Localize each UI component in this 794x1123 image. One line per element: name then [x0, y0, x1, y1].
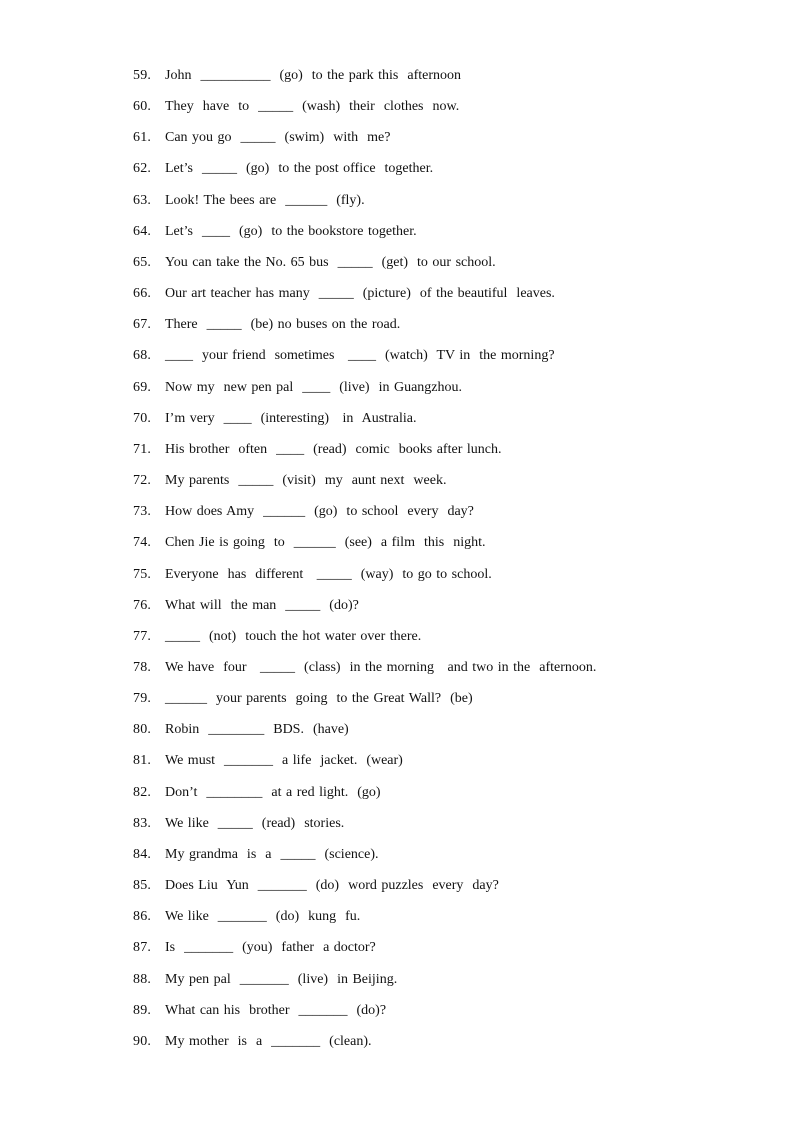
- exercise-text: Let’s _____ (go) to the post office together.: [165, 161, 434, 177]
- exercise-item: [133, 376, 596, 407]
- exercise-item: [133, 874, 596, 905]
- exercise-item: [133, 157, 596, 188]
- exercise-text: Robin ________ BDS. (have): [165, 722, 349, 738]
- exercise-number: 68.: [133, 348, 152, 364]
- exercise-text: His brother often ____ (read) comic books after lunch.: [165, 441, 502, 457]
- exercise-number: 90.: [133, 1033, 152, 1049]
- exercise-item: [133, 781, 596, 812]
- exercise-number: 71.: [133, 441, 152, 457]
- exercise-number: 86.: [133, 909, 152, 925]
- exercise-text: ____ your friend sometimes ____ (watch) TV in the morning?: [165, 348, 555, 364]
- exercise-item: [133, 594, 596, 625]
- exercise-item: [133, 95, 596, 126]
- exercise-text: Our art teacher has many _____ (picture) of the beautiful leaves.: [165, 286, 555, 302]
- exercise-text: Let’s ____ (go) to the bookstore together.: [165, 223, 417, 239]
- exercise-item: [133, 407, 596, 438]
- exercise-number: 88.: [133, 971, 152, 987]
- exercise-text: John __________ (go) to the park this afternoon: [165, 68, 462, 83]
- exercise-number: 74.: [133, 535, 152, 551]
- exercise-number: 60.: [133, 99, 152, 115]
- exercise-number: 79.: [133, 691, 152, 707]
- exercise-number: 83.: [133, 815, 152, 831]
- exercise-item: [133, 625, 596, 656]
- exercise-item: [133, 344, 596, 375]
- exercise-number: 73.: [133, 504, 152, 520]
- exercise-item: [133, 251, 596, 282]
- exercise-text: They have to _____ (wash) their clothes now.: [165, 99, 460, 115]
- exercise-item: [133, 126, 596, 157]
- exercise-item: [133, 936, 596, 967]
- exercise-text: How does Amy ______ (go) to school every day?: [165, 504, 474, 520]
- exercise-number: 65.: [133, 254, 152, 270]
- exercise-item: [133, 843, 596, 874]
- exercise-text: ______ your parents going to the Great Wall? (be): [165, 691, 473, 707]
- exercise-number: 85.: [133, 878, 152, 894]
- exercise-item: [133, 968, 596, 999]
- exercise-number: 76.: [133, 597, 152, 613]
- exercise-number: 87.: [133, 940, 152, 956]
- exercise-item: [133, 313, 596, 344]
- exercise-item: [133, 469, 596, 500]
- exercise-text: Is _______ (you) father a doctor?: [165, 940, 376, 956]
- exercise-number: 67.: [133, 317, 152, 333]
- exercise-item: [133, 563, 596, 594]
- exercise-item: [133, 749, 596, 780]
- exercise-item: [133, 718, 596, 749]
- exercise-item: [133, 220, 596, 251]
- exercise-text: What will the man _____ (do)?: [165, 597, 359, 613]
- exercise-number: 78.: [133, 659, 152, 675]
- exercise-text: We must _______ a life jacket. (wear): [165, 753, 403, 769]
- exercise-number: 84.: [133, 846, 152, 862]
- exercise-text: We like _______ (do) kung fu.: [165, 909, 361, 925]
- exercise-text: My mother is a _______ (clean).: [165, 1033, 372, 1049]
- exercise-number: 69.: [133, 379, 152, 395]
- exercise-text: We have four _____ (class) in the morning and two in the afternoon.: [165, 659, 597, 675]
- exercise-item: [133, 1030, 596, 1061]
- exercise-text: Don’t ________ at a red light. (go): [165, 784, 381, 800]
- exercise-text: Does Liu Yun _______ (do) word puzzles every day?: [165, 878, 499, 894]
- exercise-item: [133, 189, 596, 220]
- exercise-number: 70.: [133, 410, 152, 426]
- exercise-number: 77.: [133, 628, 152, 644]
- exercise-item: [133, 500, 596, 531]
- exercise-text: Everyone has different _____ (way) to go to school.: [165, 566, 492, 582]
- exercise-item: [133, 905, 596, 936]
- exercise-number: 80.: [133, 722, 152, 738]
- exercise-text: _____ (not) touch the hot water over there.: [165, 628, 422, 644]
- exercise-item: [133, 531, 596, 562]
- exercise-text: We like _____ (read) stories.: [165, 815, 345, 831]
- exercise-text: What can his brother _______ (do)?: [165, 1002, 387, 1018]
- exercise-item: [133, 282, 596, 313]
- exercise-number: 62.: [133, 161, 152, 177]
- exercise-item: [133, 687, 596, 718]
- exercise-number: 82.: [133, 784, 152, 800]
- exercise-number: 64.: [133, 223, 152, 239]
- exercise-text: There _____ (be) no buses on the road.: [165, 317, 401, 333]
- exercise-item: [133, 812, 596, 843]
- exercise-text: I’m very ____ (interesting) in Australia.: [165, 410, 417, 426]
- exercise-text: My grandma is a _____ (science).: [165, 846, 379, 862]
- exercise-number: 61.: [133, 130, 152, 146]
- exercise-item: [133, 64, 596, 95]
- exercise-number: 89.: [133, 1002, 152, 1018]
- exercise-text: You can take the No. 65 bus _____ (get) to our school.: [165, 254, 496, 270]
- exercise-number: 63.: [133, 192, 152, 208]
- exercise-text: Chen Jie is going to ______ (see) a film this night.: [165, 535, 486, 551]
- exercise-text: Now my new pen pal ____ (live) in Guangzhou.: [165, 379, 462, 395]
- exercise-number: 66.: [133, 286, 152, 302]
- exercise-text: My parents _____ (visit) my aunt next week.: [165, 473, 447, 489]
- exercise-item: [133, 656, 596, 687]
- exercise-number: 75.: [133, 566, 152, 582]
- exercise-number: 72.: [133, 473, 152, 489]
- exercise-text: Look! The bees are ______ (fly).: [165, 192, 365, 208]
- exercise-text: Can you go _____ (swim) with me?: [165, 130, 391, 146]
- exercise-number: 59.: [133, 68, 152, 83]
- exercise-number: 81.: [133, 753, 152, 769]
- exercise-item: [133, 438, 596, 469]
- exercise-item: [133, 999, 596, 1030]
- exercise-list: [133, 64, 596, 1061]
- exercise-text: My pen pal _______ (live) in Beijing.: [165, 971, 398, 987]
